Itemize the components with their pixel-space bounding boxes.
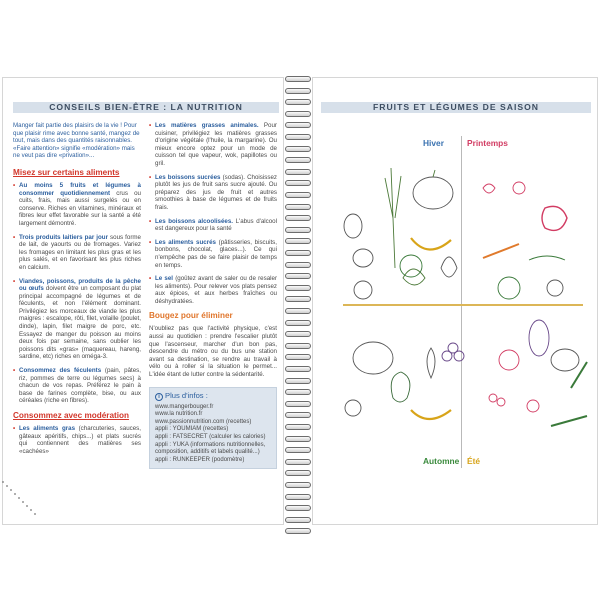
spiral-ring [285, 354, 311, 360]
spiral-ring [285, 517, 311, 523]
spiral-ring [285, 470, 311, 476]
peas-icon [529, 256, 565, 260]
seasonal-produce-illustration [333, 148, 593, 448]
info-title: i Plus d'infos : [155, 392, 271, 401]
spiral-ring [285, 215, 311, 221]
spiral-ring [285, 238, 311, 244]
season-label-winter: Hiver [423, 138, 444, 148]
spiral-ring [285, 459, 311, 465]
spiral-ring [285, 296, 311, 302]
spiral-ring [285, 285, 311, 291]
mushroom-icon [345, 400, 361, 416]
spiral-ring [285, 146, 311, 152]
spiral-ring [285, 99, 311, 105]
info-lines [155, 404, 271, 465]
spiral-ring [285, 88, 311, 94]
right-section-band [321, 102, 591, 113]
right-band-title: FRUITS ET LÉGUMES DE SAISON [373, 102, 539, 112]
spiral-ring [285, 401, 311, 407]
radish-icon [483, 184, 495, 193]
foods-item [13, 278, 141, 362]
moderation-cont-item [149, 275, 277, 305]
foods-item-text: (pain, pâtes, riz, pommes de terre ou légumes secs) à chacun de vos repas. Préférez le pain à base de farines complète, bise, ou aux céréales (riche en fibres). [19, 367, 141, 405]
squash-icon [353, 342, 393, 374]
kiwi-icon [547, 280, 563, 296]
section-title-move: Bougez pour éliminer [149, 311, 233, 321]
spiral-ring [285, 447, 311, 453]
eggplant-icon [529, 320, 549, 356]
banana-autumn-icon [411, 410, 451, 419]
moderation-list-continued [149, 122, 277, 305]
cucumber-icon [571, 362, 587, 388]
pear-icon [344, 214, 362, 238]
foods-item-text: sous forme de lait, de yaourts ou de fromages. Variez les fromages en limitant les plus gras et les plus salés, et en favorisant les plus riches en calcium. [19, 233, 141, 271]
spiral-ring [285, 424, 311, 430]
foods-list [13, 182, 141, 405]
spiral-ring [285, 134, 311, 140]
spiral-ring [285, 169, 311, 175]
section-title-foods: Misez sur certains aliments [13, 167, 120, 177]
moderation-cont-item [149, 122, 277, 168]
foods-item-heading: Trois produits laitiers par jour [19, 233, 108, 241]
moderation-item-text: (charcuteries, sauces, gâteaux apéritifs, chips...) et plats sucrés qui contiennent des matières ses «cachées» [19, 425, 141, 455]
info-line: appli : YOUMIAM (recettes) [155, 426, 229, 433]
spiral-ring [285, 505, 311, 511]
spiral-ring [285, 273, 311, 279]
spiral-ring [285, 76, 311, 82]
season-label-spring: Printemps [467, 138, 508, 148]
section-title-moderation: Consommez avec modération [13, 411, 130, 420]
spiral-ring [285, 192, 311, 198]
moderation-cont-item-heading: Les boissons sucrées [155, 173, 221, 181]
moderation-cont-item-text: (sodas). Choisissez plutôt les jus de fruit sans sucre ajouté. Ou préparez des jus de fruit et autres smoothies à base de légumes et de fruits frais. [155, 173, 277, 211]
spiral-ring [285, 494, 311, 500]
season-label-summer: Été [467, 456, 481, 466]
left-column [13, 122, 141, 461]
spiral-ring [285, 320, 311, 326]
left-page [2, 77, 284, 525]
endive-icon [441, 257, 457, 277]
foods-item-text: doivent être un composant du plat principal accompagné de légumes et de féculents, et non l'élément dominant. Privilégiez les morceaux de viande les plus maigres : escalope, rôti, filet, volaille (poulet, dinde), lapin, filet maigre de porc, etc. Essayez de manger du poisson au moins deux fois par semaine, sans oublier les poissons dits «gras» (maquereau, hareng, sardine, etc) riches en oméga-3. [19, 285, 141, 361]
carrot-icon [483, 244, 519, 258]
moderation-cont-item-text: (pâtisseries, biscuits, bonbons, chocolat, glaces...). Ce qui n'empêche pas de se faire plaisir de temps en temps. [155, 238, 277, 269]
raspberry-icon [527, 400, 539, 412]
spiral-ring [285, 482, 311, 488]
moderation-cont-item [149, 218, 277, 233]
spiral-ring [285, 378, 311, 384]
pumpkin-icon [413, 177, 453, 209]
more-info-box [149, 387, 277, 470]
moderation-list [13, 425, 141, 455]
right-page [312, 77, 598, 525]
info-icon: i [155, 393, 163, 401]
spiral-ring [285, 180, 311, 186]
pear-autumn-icon [427, 348, 435, 378]
foods-item [13, 234, 141, 272]
artichoke-icon [498, 277, 520, 299]
foods-item-heading: Au moins 5 fruits et légumes à consommer quotidiennement [19, 181, 141, 197]
moderation-cont-item-heading: Le sel [155, 275, 174, 283]
moderation-cont-item-text: Pour cuisiner, privilégiez les matières grasses d'origine végétale (l'huile, la margarine). Ou mieux encore optez pour un mode de cuisson tel que vapeur, wok, papillotes ou gril. [155, 122, 277, 167]
right-column [149, 122, 277, 469]
foods-item-text: crus ou cuits, frais, mais aussi surgelés ou en conserve. Riches en vitamines, minéraux et fibres leur effet favorable sur la santé a été largement démontré. [19, 189, 141, 227]
spiral-ring [285, 262, 311, 268]
tomato-icon [499, 350, 519, 370]
info-line: appli : FATSECRET (calculer les calories) [155, 434, 266, 440]
intro-paragraph: Manger fait partie des plaisirs de la vie ! Pour que plaisir rime avec bonne santé, mangez de tout, mais dans des quantités raisonnables. «Faire attention» signifie «modération» mais ne veut pas dire «privation»... [13, 122, 140, 160]
spiral-ring [285, 331, 311, 337]
info-line: appli : YUKA (informations nutritionnelles, composition, additifs et labels qualité...) [155, 441, 266, 456]
foods-item-heading: Viandes, poissons, produits de la pêche ou œufs [19, 277, 141, 293]
foods-item [13, 367, 141, 405]
leek-icon [385, 168, 401, 268]
info-line: www.mangerbouger.fr [155, 403, 214, 410]
moderation-cont-item-text: L'abus d'alcool est dangereux pour la santé [155, 217, 277, 233]
avocado-icon [391, 372, 410, 402]
zucchini-icon [551, 416, 587, 426]
spiral-ring [285, 343, 311, 349]
spiral-ring [285, 250, 311, 256]
spiral-ring [285, 227, 311, 233]
spiral-ring [285, 389, 311, 395]
moderation-cont-item-heading: Les matières grasses animales. [155, 122, 259, 129]
corner-dots-decoration [0, 478, 57, 518]
spiral-ring [285, 204, 311, 210]
moderation-cont-item-heading: Les aliments sucrés [155, 238, 216, 246]
spiral-ring [285, 308, 311, 314]
info-line: www.passionnutrition.com (recettes) [155, 418, 252, 425]
spiral-ring [285, 366, 311, 372]
season-label-autumn: Automne [423, 456, 460, 466]
moderation-item [13, 425, 141, 455]
info-line: appli : RUNKEEPER (podomètre) [155, 456, 245, 463]
spiral-ring [285, 528, 311, 534]
moderation-cont-item [149, 239, 277, 269]
spiral-ring [285, 111, 311, 117]
cherry-icon [489, 394, 497, 402]
melon-icon [551, 349, 579, 371]
spiral-ring [285, 122, 311, 128]
moderation-cont-item-heading: Les boissons alcoolisées. [155, 217, 234, 225]
apple-icon [353, 249, 373, 267]
moderation-item-heading: Les aliments gras [19, 425, 76, 432]
move-paragraph: N'oubliez pas que l'activité physique, c'est aussi au quotidien : prendre l'escalier plutôt que l'ascenseur, marcher d'un bon pas, descendre du métro ou du bus une station avant sa destination, se rendre au travail à vélo ou à roller si la situation le permet... L'idée étant de lutter contre la sédentarité. [149, 325, 277, 379]
moderation-cont-item-text: (goûtez avant de saler ou de resaler les aliments). Pour relever vos plats pensez aux épices, et aux herbes fraîches ou déshydratées. [155, 275, 278, 305]
foods-item-heading: Consommez des féculents [19, 367, 102, 375]
moderation-cont-item [149, 174, 277, 212]
broccoli-icon [400, 255, 422, 277]
info-line: www.la nutrition.fr [155, 411, 203, 418]
foods-item [13, 182, 141, 228]
spiral-binding [282, 70, 314, 540]
spiral-ring [285, 157, 311, 163]
banana-icon [411, 238, 451, 250]
spiral-ring [285, 436, 311, 442]
strawberry-icon [513, 182, 525, 194]
pepper-icon [542, 206, 567, 230]
orange-icon [354, 281, 372, 299]
spiral-ring [285, 412, 311, 418]
left-band-title: CONSEILS BIEN-ÊTRE : LA NUTRITION [49, 102, 243, 112]
left-section-band [13, 102, 279, 113]
